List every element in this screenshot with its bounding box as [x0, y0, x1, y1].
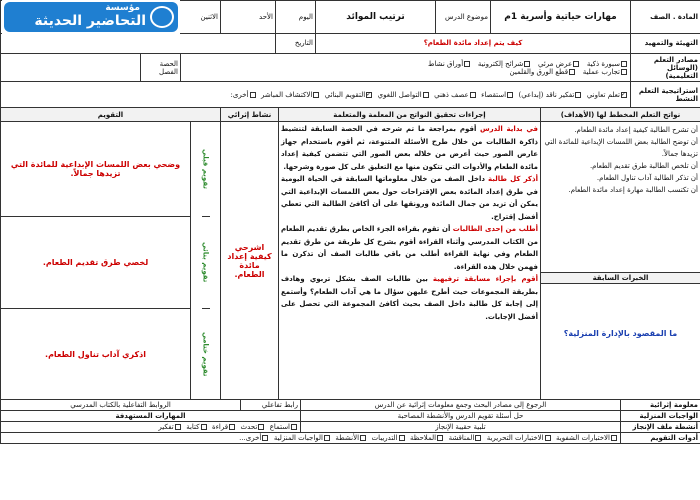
prior-question: ما المقصود بالإدارة المنزلية؟ — [563, 328, 678, 338]
monday-label: الاثنين — [166, 1, 221, 34]
date-label: التاريخ — [276, 33, 316, 53]
logo-top-text: مؤسسة — [105, 3, 140, 13]
strategy-item: أخرى: — [230, 90, 249, 99]
procedures-header: إجراءات تحقيق النواتج من المعلمة والمتعلمة — [279, 108, 541, 122]
skill-checkbox[interactable] — [175, 424, 181, 430]
skill-checkbox[interactable] — [258, 424, 264, 430]
source-checkbox[interactable] — [573, 61, 579, 67]
source-checkbox[interactable] — [569, 69, 575, 75]
sources-options — [181, 54, 631, 82]
assess-item: التدريبات — [371, 434, 398, 442]
procedure-text: داخل الصف من خلال معلوماتها السابقة في الحياة اليومية في طرق إعداد المائدة بعض الإقتراحات حول بعض اللمسات الإبداعية التي يمكن أن تزيد من جمال المائدة ورونقها على أن أكافئ الطالبة التي تعطي أفضل إقتراح. — [281, 175, 538, 221]
outcome-item: أن تذكر الطالبة آداب تناول الطعام. — [596, 174, 698, 182]
skill-item: تحدث — [240, 423, 258, 431]
skill-item: تفكير — [158, 423, 174, 431]
procedure-paragraph — [281, 223, 538, 273]
interactive-links[interactable]: الروابط التفاعلية بالكتاب المدرسي — [1, 400, 241, 411]
assess-checkbox[interactable] — [324, 435, 330, 441]
source-checkbox[interactable] — [621, 61, 627, 67]
procedure-lead: أذكر كل طالبة — [487, 175, 538, 183]
enrichment-label: معلومة إثرائية — [621, 400, 700, 411]
assess-item: الملاحظة — [409, 434, 437, 442]
assess-checkbox[interactable] — [611, 435, 617, 441]
logo — [2, 0, 180, 34]
strategy-checkbox[interactable] — [507, 92, 513, 98]
eval-stage-final: تقويم ختامي — [201, 331, 210, 377]
homework-label: الواجبات المنزلية — [621, 411, 700, 422]
source-checkbox[interactable] — [524, 61, 530, 67]
skill-item: استماع — [269, 423, 290, 431]
outcomes-cell — [541, 122, 700, 400]
assess-options — [1, 433, 621, 444]
eval-texts — [1, 122, 191, 400]
outcome-item: أن توضح الطالبة بعض اللمسات الإبداعية للمائدة التي تزيدها جمالاً. — [544, 138, 698, 158]
strategy-checkbox[interactable] — [366, 92, 372, 98]
link-label: رابط تفاعلي — [241, 400, 301, 411]
strategy-item: التواصل اللغوي — [377, 90, 422, 99]
activity-text: اشرحي كيفية إعداد مائدة الطعام. — [221, 122, 279, 400]
topic-value: ترتيب الموائد — [316, 1, 436, 34]
eval-text-final: اذكري آداب تناول الطعام. — [45, 349, 146, 359]
source-item: سبورة ذكية — [586, 59, 620, 68]
outcome-item: أن تلخص الطالبة طرق تقديم الطعام. — [589, 162, 698, 170]
intro-question: كيف يتم إعداد مائدة الطعام؟ — [316, 33, 631, 53]
sunday-label: الأحد — [221, 1, 276, 34]
period-label: الحصة — [159, 59, 178, 68]
assess-item: المناقشة — [448, 434, 475, 442]
source-item: تجارب عملية — [582, 67, 620, 76]
skill-item: كتابة — [186, 423, 200, 431]
logo-main-text: التحاضير الحديثة — [34, 13, 146, 29]
strategy-item: استقصاء — [481, 90, 507, 99]
outcomes-header: نواتج التعلم المخطط لها (الأهداف) — [541, 108, 700, 122]
procedure-lead: أقوم بإجراء مسابقة ترفيهية — [432, 275, 538, 283]
strategy-item: عصف ذهني — [434, 90, 469, 99]
procedures-cell — [279, 122, 541, 400]
enrichment-value: الرجوع إلى مصادر البحث وجمع معلومات إثرائية عن الدرس — [301, 400, 621, 411]
procedure-paragraph — [281, 173, 538, 223]
source-item: عرض مرئي — [538, 59, 573, 68]
source-checkbox[interactable] — [464, 61, 470, 67]
outcome-item: أن تكتسب الطالبة مهارة إعداد مائدة الطعام. — [568, 186, 698, 194]
skills-options — [1, 422, 301, 433]
eval-text-formative: لخصي طرق تقديم الطعام. — [1, 217, 190, 309]
eval-stage-formative: تقويم بنائي — [202, 217, 210, 309]
eval-stages — [191, 122, 221, 400]
outcome-item: أن تشرح الطالبة كيفية إعداد مائدة الطعام. — [574, 126, 698, 134]
assess-item: الاختبارات التحريرية — [486, 434, 544, 442]
eval-stage-pre: تقويم قبلي — [202, 122, 210, 217]
source-checkbox[interactable] — [621, 69, 627, 75]
assess-checkbox[interactable] — [475, 435, 481, 441]
source-item: أوراق نشاط — [428, 59, 464, 68]
intro-label: التهيئة والتمهيد — [631, 33, 700, 53]
strategies-label: استراتيجية التعلم النشط — [631, 82, 700, 108]
portfolio-value: تلبية حقيبة الإنجاز — [301, 422, 621, 433]
procedure-lead: أطلب من إحدى الطالبات — [452, 225, 538, 233]
strategy-checkbox[interactable] — [313, 92, 319, 98]
main-table — [0, 107, 700, 400]
assess-item: الواجبات المنزلية — [273, 434, 323, 442]
class-label: الفصل — [159, 67, 178, 76]
prior-label: الخبرات السابقة — [541, 272, 700, 284]
skill-item: قراءة — [211, 423, 229, 431]
assess-item: الأنشطة — [335, 434, 360, 442]
eval-text-pre: وضحي بعض اللمسات الإبداعية للمائدة التي تزيدها جمالاً. — [1, 122, 190, 217]
procedure-text: أن تقوم بقراءة الجزء الخاص بطرق تقديم الطعام من الكتاب المدرسي وأثناء القراءة أقوم بشرح كل طريقة من طرق تقديم الطعام وفي نهاية القراءة أطلب من باقي طالبات الصف أن تذكرن ما فهمن خلال هذه القراءة. — [281, 225, 538, 271]
strategies-options — [1, 82, 631, 108]
assess-item: أخرى... — [239, 434, 262, 442]
period-class-labels — [141, 54, 181, 82]
assess-checkbox[interactable] — [399, 435, 405, 441]
source-item: قطع الورق والقلمين — [509, 67, 569, 76]
procedure-text: بين طالبات الصف بشكل تربوي وهادف بطريقة المجموعات حيث أطرح عليهن سؤال ما هي آداب الطعام؟ وأستمع إلى إجابة كل طالبة داخل الصف بحيث أكافئ المجموعة التي تحصل على أفضل الإجابات. — [281, 275, 538, 321]
sources-label: مصادر التعلم (الوسائل التعليمية) — [631, 54, 700, 82]
strategy-item: التقويم البنائي — [324, 90, 366, 99]
procedure-paragraph — [281, 123, 538, 173]
strategy-checkbox[interactable] — [250, 92, 256, 98]
assess-label: أدوات التقويم — [621, 433, 700, 444]
assess-checkbox[interactable] — [360, 435, 366, 441]
footer-table — [0, 399, 700, 444]
assess-checkbox[interactable] — [262, 435, 268, 441]
homework-value: حل أسئلة تقويم الدرس والأنشطة المصاحبة — [301, 411, 621, 422]
portfolio-label: أنشطة ملف الإنجاز — [621, 422, 700, 433]
evaluation-header: التقويم — [1, 108, 221, 122]
skill-checkbox[interactable] — [229, 424, 235, 430]
activity-header: نشاط إثرائي — [221, 108, 279, 122]
procedure-paragraph — [281, 273, 538, 323]
strategy-checkbox[interactable] — [575, 92, 581, 98]
strategy-checkbox[interactable] — [621, 92, 627, 98]
sources-table — [0, 53, 700, 108]
procedure-text: أقوم بمراجعة ما تم شرحه في الحصة السابقة لتنشيط ذاكرة الطالبات من خلال طرح الأسئلة المتنوعة، ثم أقوم باستخدام جهاز عارض الصور حيث أعرض من خلاله بعض الصور التي تتضمن كيفية إعداد مائدة الطعام والأدوات التي تتكون منها مع التعليق على كل صورة وشرحها. — [281, 125, 538, 171]
strategy-item: تفكير ناقد (إبداعي) — [518, 90, 575, 99]
strategy-checkbox[interactable] — [470, 92, 476, 98]
strategy-item: الاكتشاف المباشر — [260, 90, 313, 99]
assess-item: الاختبارات الشفوية — [556, 434, 610, 442]
strategy-checkbox[interactable] — [423, 92, 429, 98]
skill-checkbox[interactable] — [201, 424, 207, 430]
subject-label: المادة . الصف — [631, 1, 700, 34]
assess-checkbox[interactable] — [545, 435, 551, 441]
source-item: شرائح إلكترونية — [477, 59, 524, 68]
lesson-name: مهارات حياتية وأسرية 1م — [491, 1, 631, 34]
skill-checkbox[interactable] — [291, 424, 297, 430]
logo-icon — [150, 6, 174, 28]
strategy-item: تعلم تعاوني — [586, 90, 620, 99]
topic-label: موضوع الدرس — [436, 1, 491, 34]
outcomes-list — [541, 122, 700, 272]
day-label: اليوم — [276, 1, 316, 34]
procedure-lead: في بداية الدرس — [479, 125, 538, 133]
assess-checkbox[interactable] — [437, 435, 443, 441]
skills-label: المهارات المستهدفة — [1, 411, 301, 422]
